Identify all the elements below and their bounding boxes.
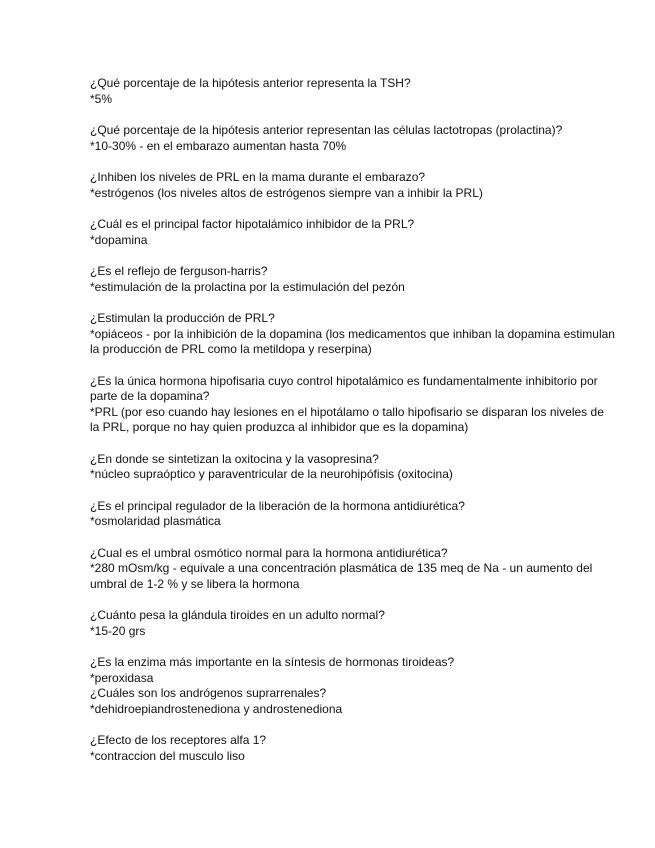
question-text: ¿Cuánto pesa la glándula tiroides en un adulto normal? [90,608,385,622]
qa-block [90,76,615,107]
question-text: ¿Inhiben los niveles de PRL en la mama durante el embarazo? [90,170,426,184]
qa-block [90,264,615,295]
answer-text: *dopamina [90,232,148,247]
answer-text: *osmolaridad plasmática [90,514,221,528]
question-text: ¿Qué porcentaje de la hipótesis anterior representa la TSH? [90,76,411,90]
answer-text: *núcleo supraóptico y paraventricular de la neurohipófisis (oxitocina) [90,467,453,481]
question-text: ¿Qué porcentaje de la hipótesis anterior representan las células lactotropas (prolactina)? [90,123,563,137]
answer-text: *contraccion del musculo liso [90,748,245,763]
question-text: ¿Es el principal regulador de la liberación de la hormona antidiurética? [90,498,465,513]
question-text: ¿Estimulan la producción de PRL? [90,311,275,325]
question-text: ¿Es el reflejo de ferguson-harris? [90,264,268,278]
answer-text: *PRL (por eso cuando hay lesiones en el hipotálamo o tallo hipofisario se disparan los niveles de la PRL, porque no hay quien produzca al inhibidor que es la dopamina) [90,404,604,434]
question-text: ¿Es la enzima más importante en la síntesis de hormonas tiroideas? [90,655,455,669]
answer-text: *estimulación de la prolactina por la estimulación del pezón [90,279,405,294]
answer-text: *15-20 grs [90,623,146,638]
answer-text: *peroxidasa [90,670,154,685]
answer-text: *dehidroepiandrostenediona y androstenediona [90,701,343,716]
answer-text: *opiáceos - por la inhibición de la dopamina (los medicamentos que inhiban la dopamina estimulan la producción de PRL como la metildopa y reserpina) [90,326,615,356]
question-text: ¿En donde se sintetizan la oxitocina y la vasopresina? [90,451,379,466]
question-text: ¿Cuáles son los andrógenos suprarrenales? [90,686,327,700]
answer-text: *10-30% - en el embarazo aumentan hasta 70% [90,138,347,153]
question-text: ¿Cual es el umbral osmótico normal para la hormona antidiurética? [90,545,448,560]
qa-block [90,499,615,530]
qa-block [90,311,615,358]
qa-block [90,217,615,248]
qa-block [90,546,615,593]
question-text: ¿Es la única hormona hipofisaria cuyo control hipotalámico es fundamentalmente inhibitorio por parte de la dopamina? [90,373,598,403]
question-text: ¿Cuál es el principal factor hipotalámico inhibidor de la PRL? [90,217,415,231]
answer-text: *280 mOsm/kg - equivale a una concentración plasmática de 135 meq de Na - un aumento del umbral de 1-2 % y se libera la hormona [90,561,593,591]
qa-block [90,123,615,154]
qa-block [90,733,615,764]
qa-block [90,374,615,436]
qa-block [90,608,615,639]
answer-text: *5% [90,91,113,106]
question-text: ¿Efecto de los receptores alfa 1? [90,733,267,747]
qa-block [90,170,615,201]
qa-block [90,452,615,483]
qa-block [90,655,615,717]
answer-text: *estrógenos (los niveles altos de estrógenos siempre van a inhibir la PRL) [90,185,483,200]
